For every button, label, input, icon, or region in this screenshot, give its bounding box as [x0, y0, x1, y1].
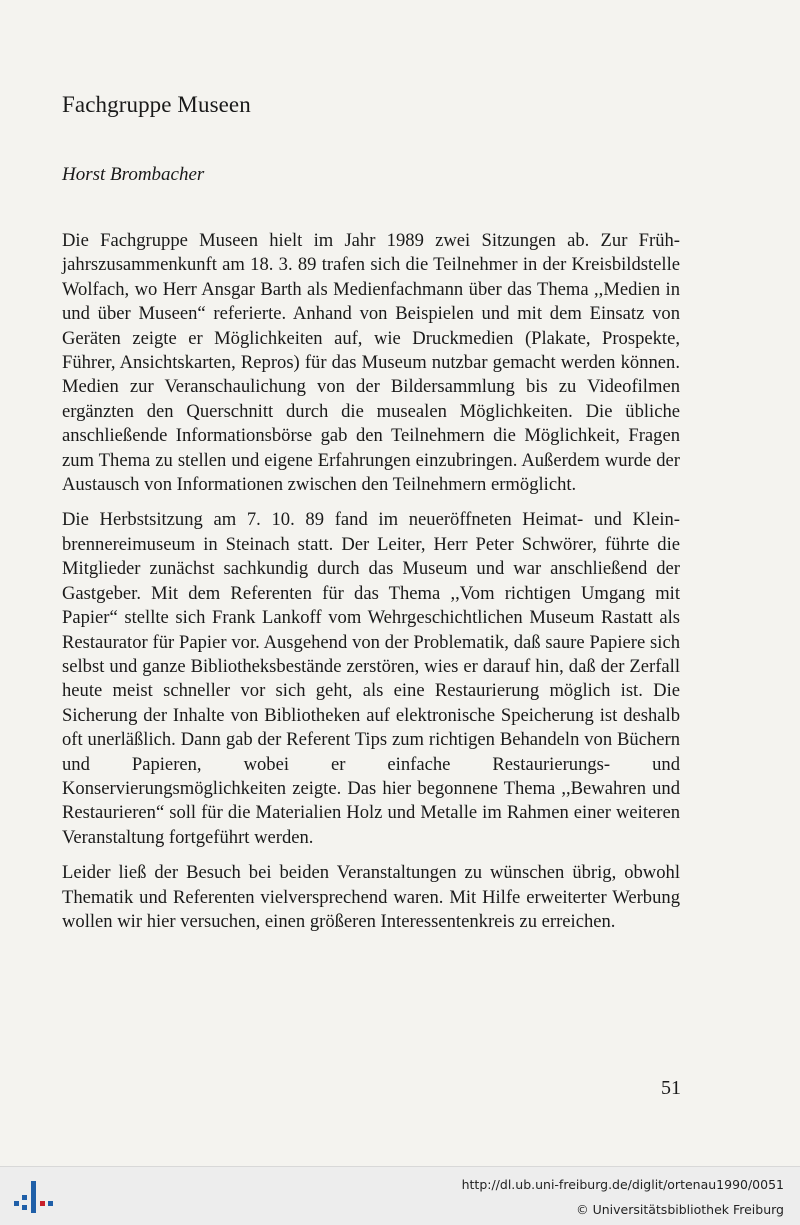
paragraph-3: Leider ließ der Besuch bei beiden Veranstaltungen zu wünschen übrig, obwohl Thematik und Referenten vielversprechend waren. Mit Hilfe erweiterter Werbung wollen wir hier versuchen, einen größeren Interessentenkreis zu erreichen. — [62, 862, 680, 932]
paragraph-2: Die Herbstsitzung am 7. 10. 89 fand im neueröffneten Heimat- und Kleinbrennereimuseum in Steinach statt. Der Leiter, Herr Peter Schwörer, führte die Mitglieder zunächst sachkundig durch das Museum und war anschließend der Gastgeber. Mit dem Referenten für das Thema ,,Vom richtigen Umgang mit Papier“ stellte sich Frank Lankoff vom Wehrgeschichtlichen Museum Rastatt als Restaurator für Papier vor. Ausgehend von der Problematik, daß saure Papiere sich selbst und ganze Bibliotheksbestände zerstören, wies er darauf hin, daß der Zerfall heute meist schneller vor sich geht, als eine Restaurierung möglich ist. Die Sicherung der Inhalte von Bibliotheken auf elektronische Speicherung ist deshalb oft unerläßlich. Dann gab der Referent Tips zum richtigen Behandeln von Büchern und Papieren, wobei er einfache Restaurierungs- und Konservierungsmöglichkeiten zeigte. Das hier begonnene Thema ,,Bewahren und Restaurieren“ soll für die Materialien Holz und Metalle im Rahmen einer weiteren Veranstaltung fortgeführt werden. — [62, 509, 680, 848]
ub-freiburg-logo-icon — [12, 1177, 56, 1217]
copyright-notice: © Universitätsbibliothek Freiburg — [576, 1202, 784, 1217]
page-title: Fachgruppe Museen — [62, 92, 251, 117]
permalink-link[interactable]: http://dl.ub.uni-freiburg.de/diglit/ortenau1990/0051 — [461, 1177, 784, 1192]
author-name: Horst Brombacher — [62, 164, 205, 185]
page-number: 51 — [661, 1077, 681, 1099]
article-body — [62, 229, 680, 945]
viewer-footer — [0, 1166, 800, 1225]
paragraph-1: Die Fachgruppe Museen hielt im Jahr 1989 zwei Sitzungen ab. Zur Frühjahrszusammenkunft am 18. 3. 89 trafen sich die Teilnehmer in der Kreisbildstelle Wolfach, wo Herr Ansgar Barth als Medienfachmann über das Thema ,,Medien in und über Museen“ referierte. Anhand von Beispielen und mit dem Einsatz von Geräten zeigte er Möglichkeiten auf, wie Druckmedien (Plakate, Prospekte, Führer, Ansichtskarten, Repros) für das Museum nutzbar gemacht werden können. Medien zur Veranschaulichung von der Bildersammlung bis zu Videofilmen ergänzten den Querschnitt durch die musealen Möglichkeiten. Die übliche anschließende Informationsbörse gab den Teilnehmern die Möglichkeit, Fragen zum Thema zu stellen und eigene Erfahrungen einzubringen. Außerdem wurde der Austausch von Informationen zwischen den Teilnehmern ermöglicht. — [62, 230, 680, 496]
